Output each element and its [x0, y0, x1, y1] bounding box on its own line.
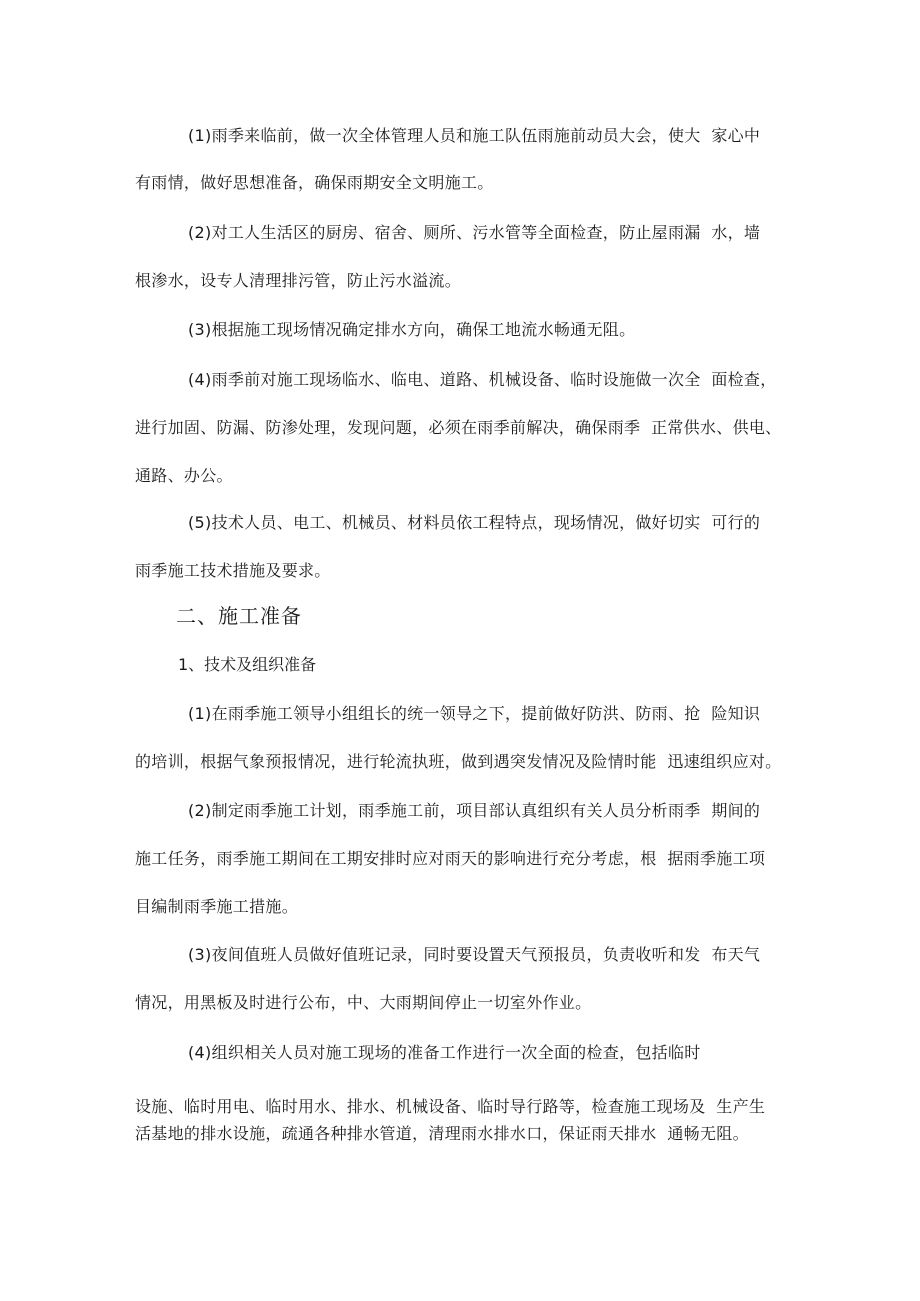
paragraph-1-line-2: 有雨情，做好思想准备，确保雨期安全文明施工。: [135, 173, 494, 192]
paragraph-6-line-1: (1)在雨季施工领导小组组长的统一领导之下，提前做好防洪、防雨、抢 险知识: [188, 704, 761, 723]
paragraph-9-line-2: 设施、临时用电、临时用水、排水、机械设备、临时导行路等，检查施工现场及 生产生: [135, 1097, 766, 1116]
paragraph-4-line-2: 进行加固、防漏、防渗处理，发现问题，必须在雨季前解决，确保雨季 正常供水、供电、: [135, 418, 782, 437]
section-heading: 二、施工准备: [176, 604, 302, 628]
paragraph-7-line-3: 目编制雨季施工措施。: [135, 897, 299, 916]
paragraph-9-line-1: (4)组织相关人员对施工现场的准备工作进行一次全面的检查，包括临时: [188, 1043, 701, 1062]
paragraph-7-line-1: (2)制定雨季施工计划，雨季施工前，项目部认真组织有关人员分析雨季 期间的: [188, 801, 761, 820]
subsection-heading: 1、技术及组织准备: [178, 655, 317, 674]
paragraph-2-line-2: 根渗水，设专人清理排污管，防止污水溢流。: [135, 271, 462, 290]
paragraph-1-line-1: (1)雨季来临前，做一次全体管理人员和施工队伍雨施前动员大会，使大 家心中: [188, 126, 761, 145]
paragraph-5-line-1: (5)技术人员、电工、机械员、材料员依工程特点，现场情况，做好切实 可行的: [188, 513, 761, 532]
paragraph-6-line-2: 的培训，根据气象预报情况，进行轮流执班，做到遇突发情况及险情时能 迅速组织应对。: [135, 752, 782, 771]
paragraph-7-line-2: 施工任务，雨季施工期间在工期安排时应对雨天的影响进行充分考虑，根 据雨季施工项: [135, 849, 766, 868]
paragraph-4-line-1: (4)雨季前对施工现场临水、临电、道路、机械设备、临时设施做一次全 面检查，: [188, 370, 777, 389]
paragraph-2-line-1: (2)对工人生活区的厨房、宿舍、厕所、污水管等全面检查，防止屋雨漏 水，墙: [188, 223, 761, 242]
paragraph-3-line-1: (3)根据施工现场情况确定排水方向，确保工地流水畅通无阻。: [188, 320, 636, 339]
paragraph-8-line-2: 情况，用黑板及时进行公布，中、大雨期间停止一切室外作业。: [135, 993, 592, 1012]
paragraph-5-line-2: 雨季施工技术措施及要求。: [135, 561, 331, 580]
paragraph-4-line-3: 通路、办公。: [135, 466, 233, 485]
paragraph-8-line-1: (3)夜间值班人员做好值班记录，同时要设置天气预报员，负责收听和发 布天气: [188, 945, 761, 964]
paragraph-9-line-3: 活基地的排水设施，疏通各种排水管道，清理雨水排水口，保证雨天排水 通畅无阻。: [135, 1124, 749, 1143]
